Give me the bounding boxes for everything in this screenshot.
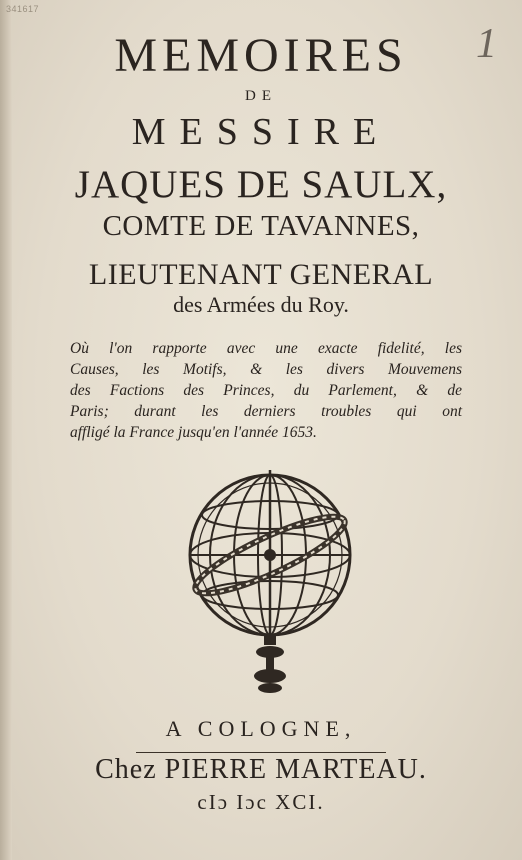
margin-handwritten-mark: 1 [476, 21, 497, 67]
armillary-sphere-ornament [180, 470, 360, 700]
title-rank: LIEUTENANT GENERAL [88, 258, 434, 291]
library-stamp: 341617 [6, 4, 40, 14]
title-count: COMTE DE TAVANNES, [102, 210, 420, 242]
title-armies: des Armées du Roy. [173, 292, 349, 317]
description-line: affligé la France jusqu'en l'année 1653. [70, 424, 317, 441]
description-line: Causes, les Motifs, & les divers Mouvemens [70, 361, 462, 378]
imprint-place: A COLOGNE, [165, 716, 357, 741]
description-paragraph [70, 338, 462, 443]
description-line: Paris; durant les derniers troubles qui ont [70, 403, 462, 420]
imprint-date: cIɔ Iɔc XCI. [197, 790, 325, 814]
description-line: des Factions des Princes, du Parlement, & de [70, 382, 462, 399]
imprint-rule [136, 752, 386, 753]
title-messire: MESSIRE [131, 111, 391, 153]
description-line: Où l'on rapporte avec une exacte fidelité, les [70, 340, 462, 357]
imprint-publisher: Chez PIERRE MARTEAU. [95, 754, 427, 785]
title-de: DE [245, 88, 277, 104]
title-memoires: MEMOIRES [114, 29, 408, 82]
title-author-name: JAQUES DE SAULX, [74, 163, 448, 206]
